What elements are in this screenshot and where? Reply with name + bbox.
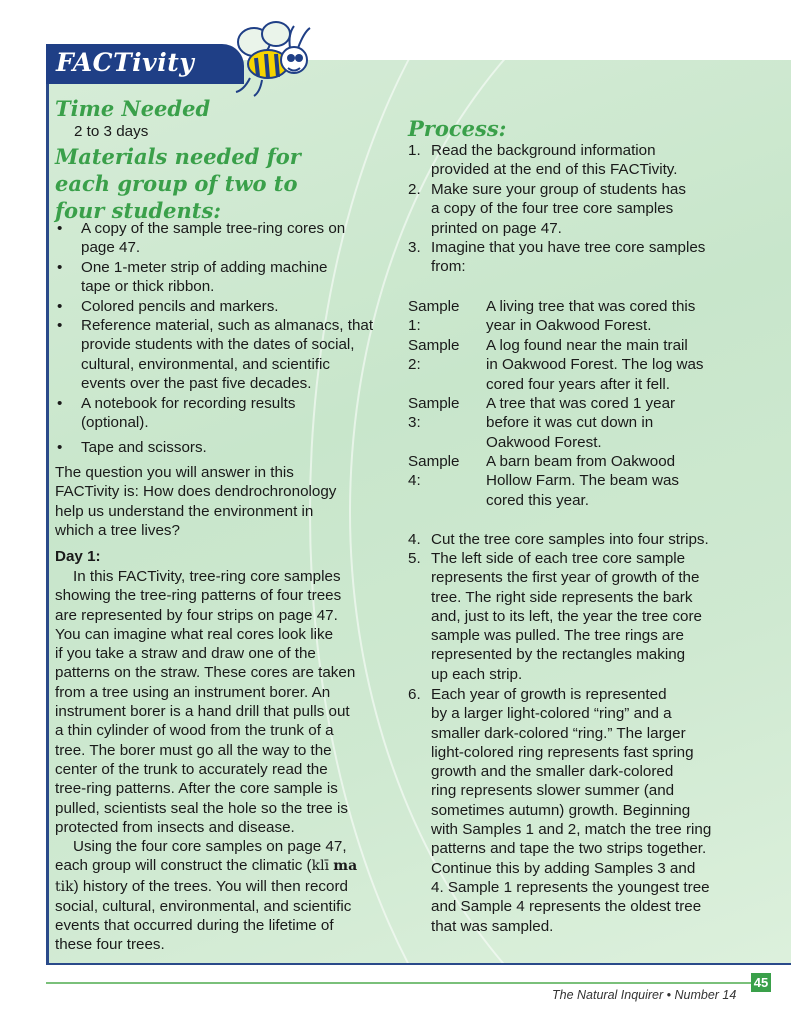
factivity-label: FACTivity <box>56 48 195 77</box>
publication-footer: The Natural Inquirer • Number 14 <box>552 988 737 1002</box>
materials-heading <box>55 143 375 224</box>
footer-divider <box>46 982 751 984</box>
materials-heading-line: Materials needed for <box>55 144 301 169</box>
day-paragraph-2: Using the four core samples on page 47, each group will construct the climatic (klī ma tik) history of the trees. You will then record social, cultural, environmental, and scientific events that occurred during the lifetime of these four trees. <box>55 838 358 954</box>
materials-heading-line: four students: <box>55 198 222 223</box>
page-number: 45 <box>751 973 771 992</box>
pronunciation: klī <box>311 858 330 875</box>
bee-mascot-icon <box>228 20 316 98</box>
factivity-tab <box>46 44 244 84</box>
time-needed-value: 2 to 3 days <box>74 123 149 140</box>
day-paragraph-1: In this FACTivity, tree-ring core samples showing the tree-ring patterns of four trees are represented by four strips on page 47. You can imagine what real cores look like if you take a straw and draw one of the patterns on the straw. These cores are taken from a tree using an instrument borer. An instrument borer is a hand drill that pulls out a thin cylinder of wood from the trunk of a tree. The borer must go all the way to the center of the trunk to accurately read the tree-ring patterns. After the core sample is pulled, scientists seal the hole so the tree is protected from insects and disease. <box>55 568 356 836</box>
materials-heading-line: each group of two to <box>55 171 298 196</box>
day-heading: Day 1: <box>55 548 101 565</box>
process-heading: Process: <box>408 116 507 141</box>
question-paragraph: The question you will answer in this FACTivity is: How does dendrochronology help us understand the environment in which a tree lives? <box>55 464 337 539</box>
time-needed-heading: Time Needed <box>55 96 211 121</box>
